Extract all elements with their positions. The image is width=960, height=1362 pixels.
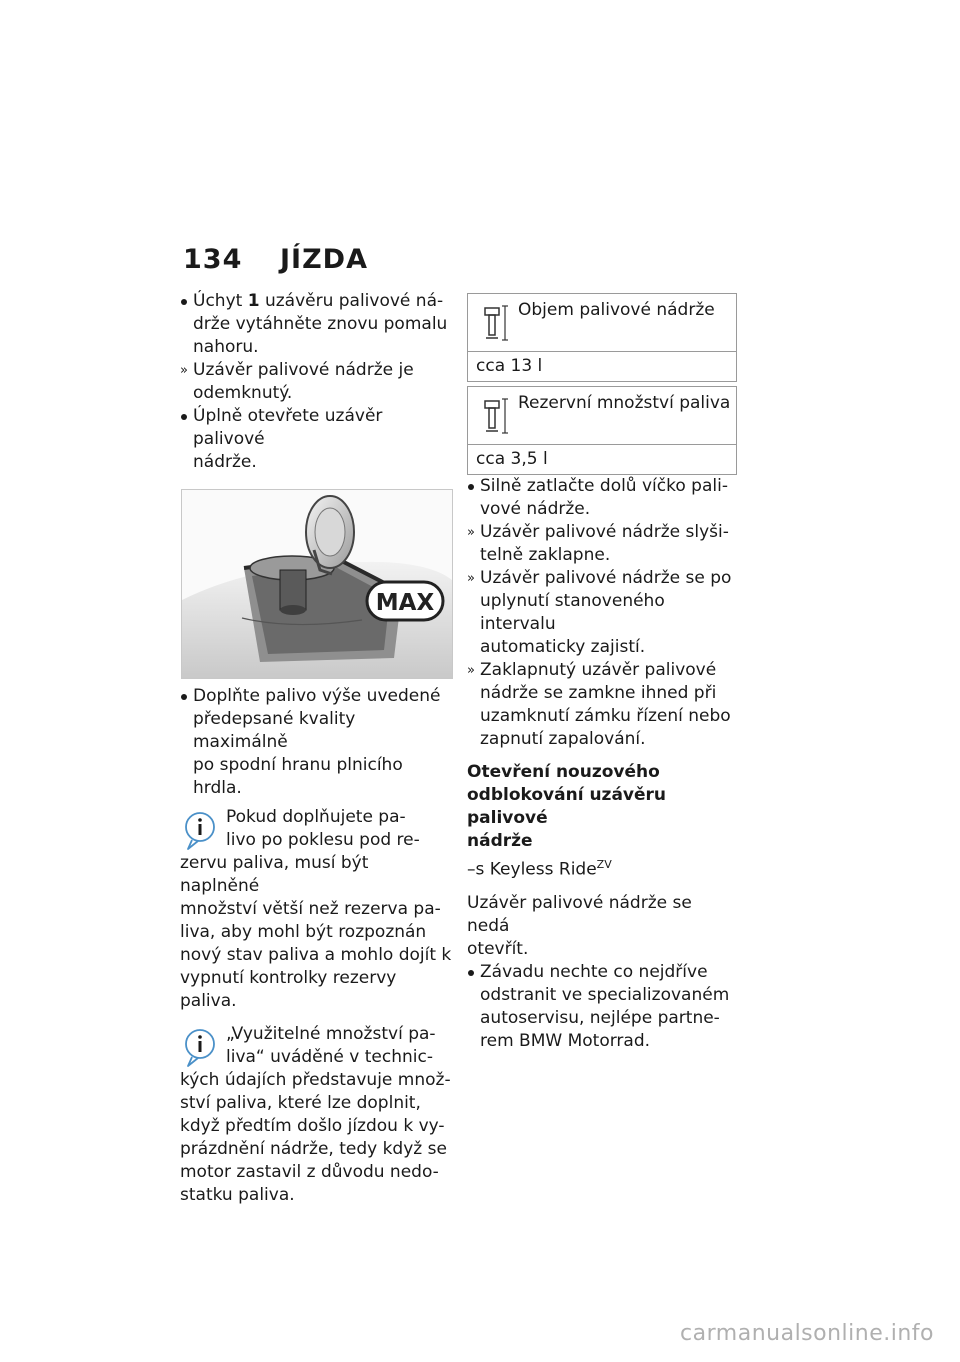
list-item: » Zaklapnutý uzávěr palivové nádrže se zamkne ihned při uzamknutí zámku řízení nebo zapnutí zapalování.	[467, 660, 731, 749]
section-heading: Otevření nouzového odblokování uzávěru palivové nádrže	[467, 762, 667, 851]
right-column	[467, 293, 737, 1053]
result-arrow-icon: »	[467, 525, 475, 540]
paragraph: Uzávěr palivové nádrže se nedá otevřít.	[467, 892, 692, 959]
list-item: » Uzávěr palivové nádrže slyši- telně zaklapne.	[467, 522, 729, 565]
page-header	[183, 244, 368, 275]
chapter-title: JÍZDA	[280, 244, 368, 275]
condition-line: –s Keyless Ride$^{ZV}$	[467, 858, 612, 880]
list-item: Závadu nechte co nejdříve odstranit ve specializovaném autoservisu, nejlépe partne- rem BMW Motorrad.	[480, 961, 730, 1051]
spec-table-reserve	[467, 386, 737, 475]
watermark-text: carmanualsonline.info	[680, 1321, 934, 1346]
spec-table-tank-capacity	[467, 293, 737, 382]
list-item: Úchyt 1 uzávěru palivové ná- drže vytáhněte znovu pomalu nahoru.	[193, 291, 448, 357]
list-item: » Uzávěr palivové nádrže je odemknutý.	[180, 360, 414, 403]
spec-value: cca 3,5 l	[476, 449, 548, 469]
option-code: ZV	[596, 858, 612, 871]
info-icon	[183, 1027, 217, 1069]
list-item: Doplňte palivo výše uvedené předepsané kvality maximálně po spodní hranu plnicího hrdla.	[193, 686, 441, 798]
list-item: Silně zatlačte dolů víčko pali- vové nádrže.	[480, 476, 728, 519]
fuel-pump-icon	[482, 302, 510, 344]
left-column	[180, 290, 452, 1207]
fuel-pump-icon	[482, 395, 510, 437]
list-item: Úplně otevřete uzávěr palivové nádrže.	[193, 406, 383, 472]
spec-value: cca 13 l	[476, 356, 543, 376]
spec-label: Objem palivové nádrže	[518, 300, 715, 320]
list-item: » Uzávěr palivové nádrže se po uplynutí stanoveného intervalu automaticky zajistí.	[467, 568, 732, 657]
spec-label: Rezervní množství paliva	[518, 393, 731, 413]
result-arrow-icon: »	[467, 571, 475, 586]
info-note: „Využitelné množství pa- liva“ uváděné v technic- kých údajích představuje množ- ství paliva, které lze doplnit, když předtím došlo jízdou k vy- prázdnění nádrže, tedy když se motor zastavil z důvodu nedo- statku paliva.	[180, 1024, 451, 1205]
info-icon	[183, 810, 217, 852]
max-marking-label: MAX	[375, 590, 435, 616]
fuel-cap-drawing	[182, 490, 452, 678]
result-arrow-icon: »	[180, 363, 188, 378]
callout-number: 1	[247, 291, 260, 311]
fuel-cap-illustration	[181, 489, 453, 679]
page-number: 134	[183, 244, 243, 275]
result-arrow-icon: »	[467, 663, 475, 678]
info-note: Pokud doplňujete pa- livo po poklesu pod re- zervu paliva, musí být naplněné množství větší než rezerva pa- liva, aby mohl být rozpoznán nový stav paliva a mohlo dojít k vypnutí kontrolky rezervy paliva.	[180, 807, 452, 1011]
